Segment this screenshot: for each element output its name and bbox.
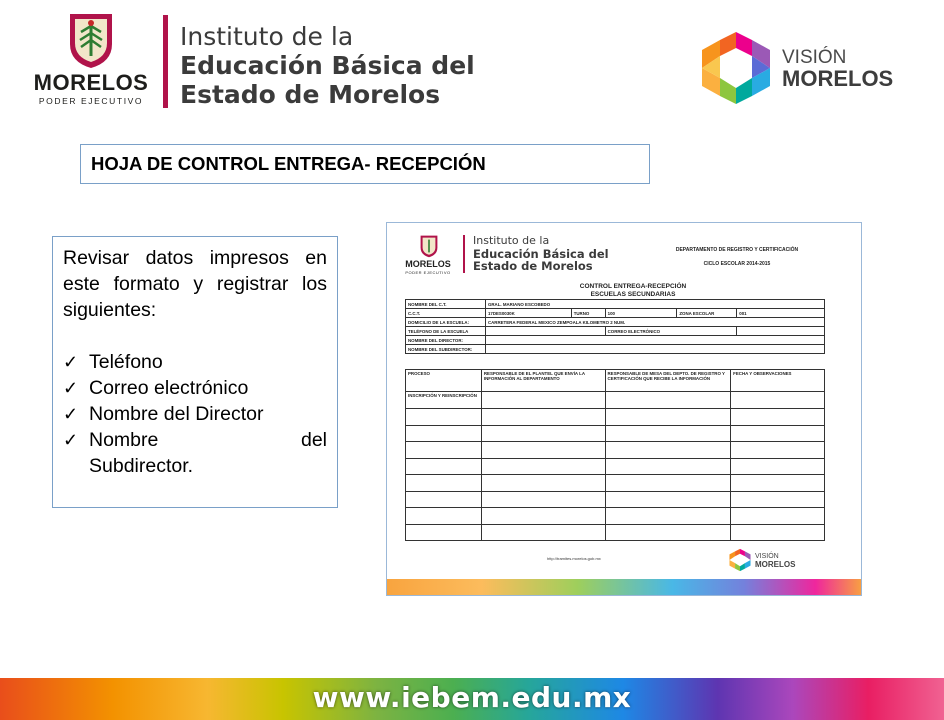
table-cell (605, 392, 731, 409)
vision-line-2: MORELOS (782, 66, 894, 91)
instructions-intro: Revisar datos impresos en este formato y registrar los siguientes: (63, 247, 327, 321)
table-cell (485, 345, 824, 354)
table-cell (605, 458, 731, 475)
table-header-cell: RESPONSABLE DE MESA DEL DEPTO. DE REGISTRO Y CERTIFICACIÓN QUE RECIBE LA INFORMACIÓN (605, 370, 731, 392)
page-title: HOJA DE CONTROL ENTREGA- RECEPCIÓN (91, 153, 486, 174)
table-row (406, 327, 825, 336)
table-cell: NOMBRE DEL DIRECTOR: (406, 336, 486, 345)
table-cell: C.C.T. (406, 309, 486, 318)
checkmark-icon: ✓ (63, 378, 79, 398)
vision-flower-icon (694, 30, 778, 106)
table-cell: 100 (605, 309, 677, 318)
table-cell (481, 491, 605, 508)
table-row (406, 524, 825, 541)
table-row (406, 491, 825, 508)
table-row (406, 425, 825, 442)
table-cell (481, 425, 605, 442)
table-cell (737, 327, 825, 336)
checklist-item (63, 349, 327, 375)
checklist-item-label: Nombre del Director (89, 403, 264, 425)
table-cell (605, 524, 731, 541)
institution-line-3: Estado de Morelos (180, 80, 441, 109)
form-department (657, 247, 817, 268)
form-department-name: DEPARTAMENTO DE REGISTRO Y CERTIFICACIÓN (675, 247, 799, 253)
form-institution (473, 235, 609, 273)
table-row (406, 336, 825, 345)
table-cell: NOMBRE DEL SUBDIRECTOR: (406, 345, 486, 354)
form-vision-line-1: VISIÓN (755, 553, 779, 560)
table-cell: 17DES0030K (485, 309, 571, 318)
instructions-box (52, 236, 338, 508)
morelos-logo-subtitle: PODER EJECUTIVO (38, 96, 144, 106)
institution-name (180, 22, 500, 109)
institution-line-2: Educación Básica del (180, 51, 475, 80)
table-cell (731, 524, 825, 541)
table-cell (731, 475, 825, 492)
form-divider (463, 235, 465, 273)
form-logo-subtitle: PODER EJECUTIVO (405, 270, 451, 275)
table-header-cell: RESPONSABLE DE EL PLANTEL QUE ENVÍA LA INFORMACIÓN AL DEPARTAMENTO (481, 370, 605, 392)
table-header-cell: PROCESO (406, 370, 482, 392)
table-cell (731, 409, 825, 426)
table-cell (485, 327, 605, 336)
table-cell (731, 508, 825, 525)
header-divider (163, 15, 168, 108)
checklist-item-line (89, 427, 327, 453)
form-vision-line-2: MORELOS (755, 560, 796, 569)
table-cell (406, 524, 482, 541)
vision-text (782, 48, 893, 90)
form-logo-name: MORELOS (405, 259, 451, 269)
form-vision-flower-icon (727, 548, 753, 572)
table-cell (406, 425, 482, 442)
table-cell (481, 524, 605, 541)
table-row (406, 475, 825, 492)
vision-line-1: VISIÓN (782, 47, 847, 68)
table-cell (731, 458, 825, 475)
checkmark-icon: ✓ (63, 430, 79, 450)
institution-line-1: Instituto de la (180, 22, 354, 51)
table-cell (406, 475, 482, 492)
checklist (63, 349, 327, 479)
table-cell (481, 442, 605, 459)
table-cell: CARRETERA FEDERAL MEXICO ZEMPOALA KILOMETRO 2 NUM. (485, 318, 824, 327)
form-color-band (387, 579, 862, 596)
form-control-title-line: CONTROL ENTREGA-RECEPCIÓN (579, 283, 687, 290)
table-cell (481, 392, 605, 409)
table-cell (605, 508, 731, 525)
table-cell: 001 (737, 309, 825, 318)
table-row (406, 508, 825, 525)
form-morelos-logo (401, 233, 455, 277)
table-cell (605, 475, 731, 492)
table-cell (406, 442, 482, 459)
form-school-data-table (405, 299, 825, 354)
checklist-item (63, 401, 327, 427)
checklist-item-label: Teléfono (89, 351, 163, 373)
table-row (406, 309, 825, 318)
table-cell: INSCRIPCIÓN Y REINSCRIPCIÓN (406, 392, 482, 409)
table-cell (481, 458, 605, 475)
form-shield-icon (419, 233, 439, 259)
checklist-item (63, 375, 327, 401)
table-cell (481, 475, 605, 492)
form-institution-line: Educación Básica del (473, 246, 609, 261)
footer-url: www.iebem.edu.mx (312, 681, 632, 714)
table-row (406, 409, 825, 426)
form-url: http://tramites.morelos.gob.mx (547, 556, 601, 561)
form-vision-logo (727, 548, 797, 576)
table-cell: TURNO (571, 309, 605, 318)
checklist-word: Subdirector. (89, 455, 194, 477)
table-cell: TELÉFONO DE LA ESCUELA (406, 327, 486, 336)
table-cell (481, 508, 605, 525)
table-cell (406, 508, 482, 525)
checklist-item-label (89, 427, 327, 479)
form-vision-text (755, 553, 795, 570)
morelos-shield-icon (66, 10, 116, 70)
footer-band (0, 678, 944, 720)
table-cell (406, 458, 482, 475)
checklist-item-label: Correo electrónico (89, 377, 249, 399)
form-control-title (387, 283, 862, 298)
form-process-table (405, 369, 825, 541)
morelos-logo (26, 8, 156, 112)
table-cell (485, 336, 824, 345)
table-cell: ZONA ESCOLAR (677, 309, 737, 318)
table-row (406, 442, 825, 459)
table-row (406, 458, 825, 475)
checkmark-icon: ✓ (63, 404, 79, 424)
table-cell: GRAL. MARIANO ESCOBEDO (485, 300, 824, 309)
table-cell (406, 491, 482, 508)
table-cell (605, 409, 731, 426)
table-row (406, 392, 825, 409)
checklist-word: Nombre (89, 429, 159, 451)
table-header-row (406, 370, 825, 392)
table-row (406, 300, 825, 309)
checklist-word: del (300, 429, 327, 451)
table-row (406, 318, 825, 327)
table-cell: CORREO ELECTRÓNICO (605, 327, 737, 336)
checklist-item (63, 427, 327, 479)
checkmark-icon: ✓ (63, 352, 79, 372)
table-row (406, 345, 825, 354)
table-cell: NOMBRE DEL C.T. (406, 300, 486, 309)
header (0, 0, 944, 120)
table-cell (731, 392, 825, 409)
form-cycle: CICLO ESCOLAR 2014-2015 (703, 261, 771, 267)
table-cell (731, 491, 825, 508)
table-cell (731, 442, 825, 459)
table-cell (731, 425, 825, 442)
table-header-cell: FECHA Y OBSERVACIONES (731, 370, 825, 392)
vision-morelos-logo (694, 30, 914, 110)
form-institution-line: Estado de Morelos (473, 259, 593, 273)
form-control-subtitle: ESCUELAS SECUNDARIAS (590, 290, 676, 298)
table-cell: DOMICILIO DE LA ESCUELA: (406, 318, 486, 327)
title-box (80, 144, 650, 184)
morelos-logo-name: MORELOS (33, 70, 149, 95)
form-preview-image (386, 222, 862, 596)
table-cell (406, 409, 482, 426)
form-institution-line: Instituto de la (473, 234, 550, 247)
table-cell (605, 425, 731, 442)
table-cell (605, 442, 731, 459)
table-cell (481, 409, 605, 426)
table-cell (605, 491, 731, 508)
